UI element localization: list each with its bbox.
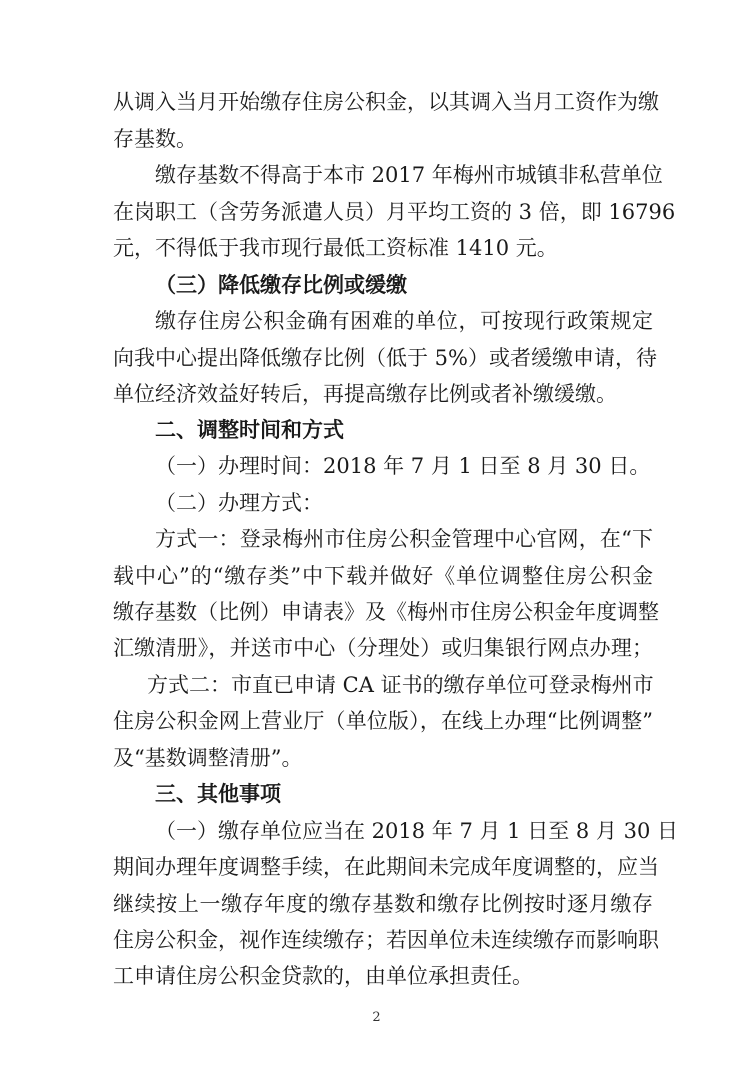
text-line-8: 向我中心提出降低缴存比例（低于 5%）或者缓缴申请，待 [113, 346, 657, 370]
text-line-13: 方式一：登录梅州市住房公积金管理中心官网，在“下 [155, 527, 653, 551]
section-heading-time-method: 二、调整时间和方式 [155, 417, 344, 442]
text-line-12: （二）办理方式： [155, 491, 323, 515]
section-heading-lower-rate: （三）降低缴存比例或缓缴 [155, 272, 407, 297]
text-line-11: （一）办理时间：2018 年 7 月 1 日至 8 月 30 日。 [155, 454, 651, 478]
text-line-23: 继续按上一缴存年度的缴存基数和缴存比例按时逐月缴存 [113, 892, 653, 916]
text-line-1: 从调入当月开始缴存住房公积金，以其调入当月工资作为缴 [113, 90, 659, 114]
text-line-19: 及“基数调整清册”。 [113, 746, 303, 770]
text-line-18: 住房公积金网上营业厅（单位版），在线上办理“比例调整” [113, 709, 653, 733]
text-line-25: 工申请住房公积金贷款的，由单位承担责任。 [113, 964, 533, 988]
text-line-2: 存基数。 [113, 127, 197, 151]
text-line-24: 住房公积金，视作连续缴存；若因单位未连续缴存而影响职 [113, 928, 659, 952]
section-heading-other-matters: 三、其他事项 [155, 781, 281, 806]
text-line-14: 载中心”的“缴存类”中下载并做好《单位调整住房公积金 [113, 564, 653, 588]
text-line-21: （一）缴存单位应当在 2018 年 7 月 1 日至 8 月 30 日 [155, 819, 678, 843]
text-line-9: 单位经济效益好转后，再提高缴存比例或者补缴缓缴。 [113, 382, 617, 406]
text-line-4: 在岗职工（含劳务派遣人员）月平均工资的 3 倍，即 16796 [113, 200, 676, 224]
text-line-22: 期间办理年度调整手续，在此期间未完成年度调整的，应当 [113, 855, 659, 879]
text-line-15: 缴存基数（比例）申请表》及《梅州市住房公积金年度调整 [113, 600, 659, 624]
page-number: 2 [372, 1010, 381, 1025]
text-line-7: 缴存住房公积金确有困难的单位，可按现行政策规定 [155, 309, 653, 333]
text-line-16: 汇缴清册》，并送市中心（分理处）或归集银行网点办理； [113, 636, 653, 660]
text-line-5: 元，不得低于我市现行最低工资标准 1410 元。 [113, 236, 558, 260]
text-line-17: 方式二：市直已申请 CA 证书的缴存单位可登录梅州市 [147, 673, 654, 697]
text-line-3: 缴存基数不得高于本市 2017 年梅州市城镇非私营单位 [155, 163, 663, 187]
